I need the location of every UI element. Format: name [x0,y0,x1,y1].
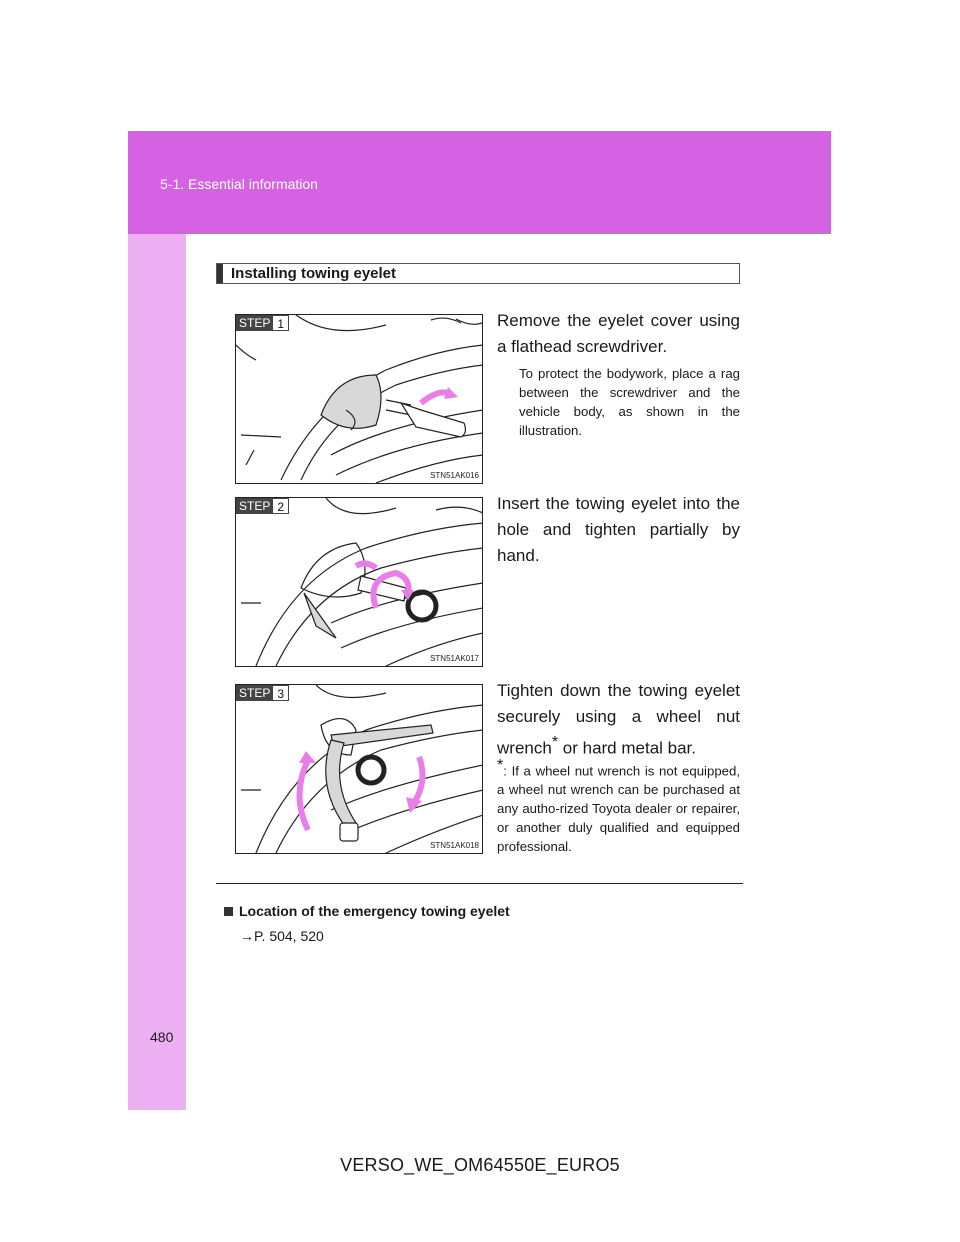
step-label: STEP [236,685,273,701]
page-number: 480 [150,1029,174,1045]
section-divider [216,883,743,884]
step-1-note: To protect the bodywork, place a rag between the screwdriver and the vehicle body, as shown in the illustration. [519,366,740,438]
chapter-header [128,131,831,234]
step-label: STEP [236,498,273,514]
section-title: Installing towing eyelet [231,265,397,282]
heading-marker [217,264,223,283]
location-title: Location of the emergency towing eyelet [239,903,510,919]
footnote-star: * [497,757,504,774]
page-reference[interactable]: P. 504, 520 [254,928,324,944]
step-3-badge [236,685,289,701]
footer-code: VERSO_WE_OM64550E_EURO5 [340,1155,620,1175]
step-1-illustration [235,314,483,484]
step-2-illustration [235,497,483,667]
image-code: STN51AK016 [430,471,479,480]
step-number: 2 [273,498,289,514]
eyelet-insertion-drawing [236,498,483,667]
eyelet-cover-removal-drawing [236,315,483,484]
arrow-right-icon: → [240,928,254,944]
location-heading [224,903,510,919]
side-margin-bar [128,234,186,1110]
footnote-marker: * [551,734,559,751]
step-3-text-start: Tighten down the towing eyelet securely using a wheel nut wrench [497,681,740,758]
section-heading [216,263,740,284]
image-code: STN51AK017 [430,654,479,663]
eyelet-tightening-drawing [236,685,483,854]
step-3-text [497,678,740,762]
step-1-text: Remove the eyelet cover using a flathead screwdriver. [497,311,740,356]
step-3-illustration [235,684,483,854]
step-2-text: Insert the towing eyelet into the hole and tighten partially by hand. [497,494,740,565]
step-1-badge [236,315,289,331]
bullet-square-icon [224,907,233,916]
step-number: 1 [273,315,289,331]
step-2-badge [236,498,289,514]
step-3-text-end: or hard metal bar. [558,738,697,758]
step-3-footnote [497,756,740,856]
footnote-text: : If a wheel nut wrench is not equipped, a wheel nut wrench can be purchased at any autho-rized Toyota dealer or repairer, or another duly qualified and equipped professional. [497,763,740,855]
section-breadcrumb: 5-1. Essential information [160,176,318,192]
step-number: 3 [273,685,289,701]
step-label: STEP [236,315,273,331]
image-code: STN51AK018 [430,841,479,850]
location-reference[interactable] [240,928,324,944]
